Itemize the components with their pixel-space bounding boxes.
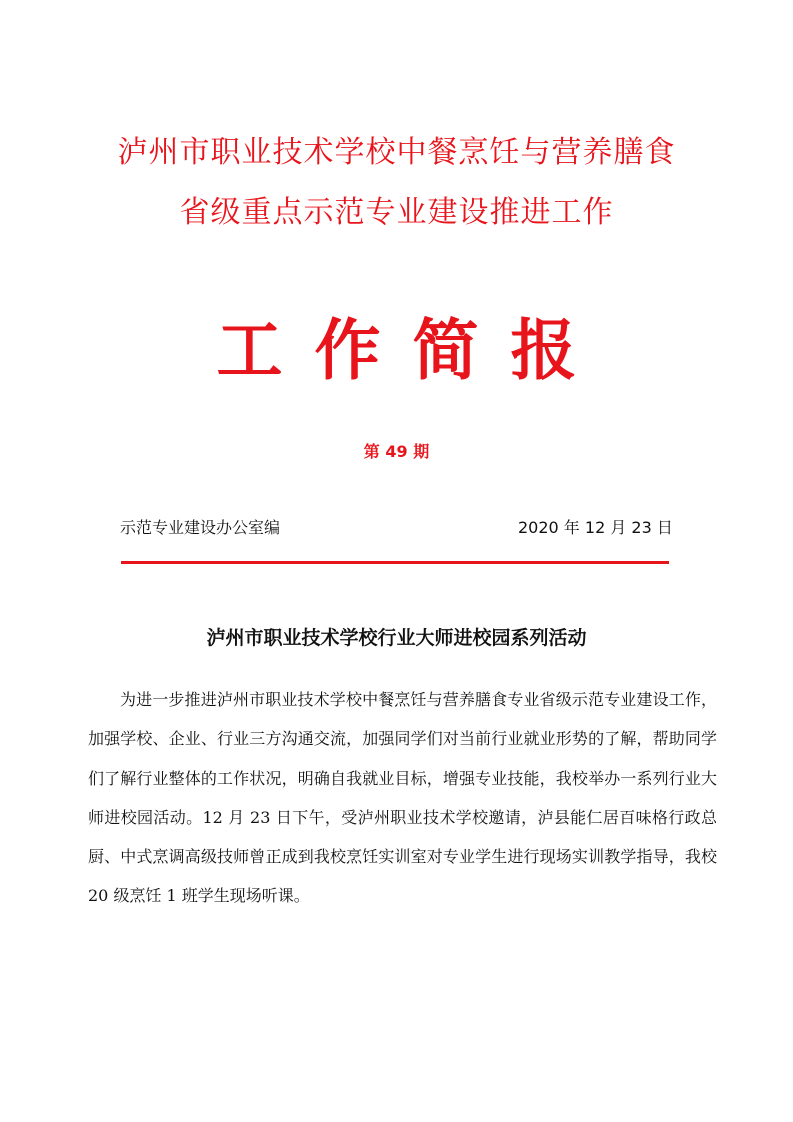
org-title-line-1: 泸州市职业技术学校中餐烹饪与营养膳食 [117, 135, 676, 170]
issue-number: 第 49 期 [363, 442, 430, 461]
article-body: 为进一步推进泸州市职业技术学校中餐烹饪与营养膳食专业省级示范专业建设工作，加强学校、企业、行业三方沟通交流，加强同学们对当前行业就业形势的了解，帮助同学们了解行业整体的工作状况，明确自我就业目标，增强专业技能，我校举办一系列行业大师进校园活动。12 月 23 日下午，受泸州职业技术学校邀请，泸县能仁居百味格行政总厨、中式烹调高级技师曾正成到我校烹饪实训室对专业学生进行现场实训教学指导，我校 20 级烹饪 1 班学生现场听课。 [88, 690, 717, 906]
masthead-title: 工作简报 [216, 312, 609, 389]
article-title: 泸州市职业技术学校行业大师进校园系列活动 [206, 627, 587, 649]
editor-credit: 示范专业建设办公室编 [120, 518, 281, 537]
red-divider [121, 561, 669, 564]
org-title-line-2: 省级重点示范专业建设推进工作 [179, 195, 614, 230]
publish-date: 2020 年 12 月 23 日 [518, 518, 673, 537]
